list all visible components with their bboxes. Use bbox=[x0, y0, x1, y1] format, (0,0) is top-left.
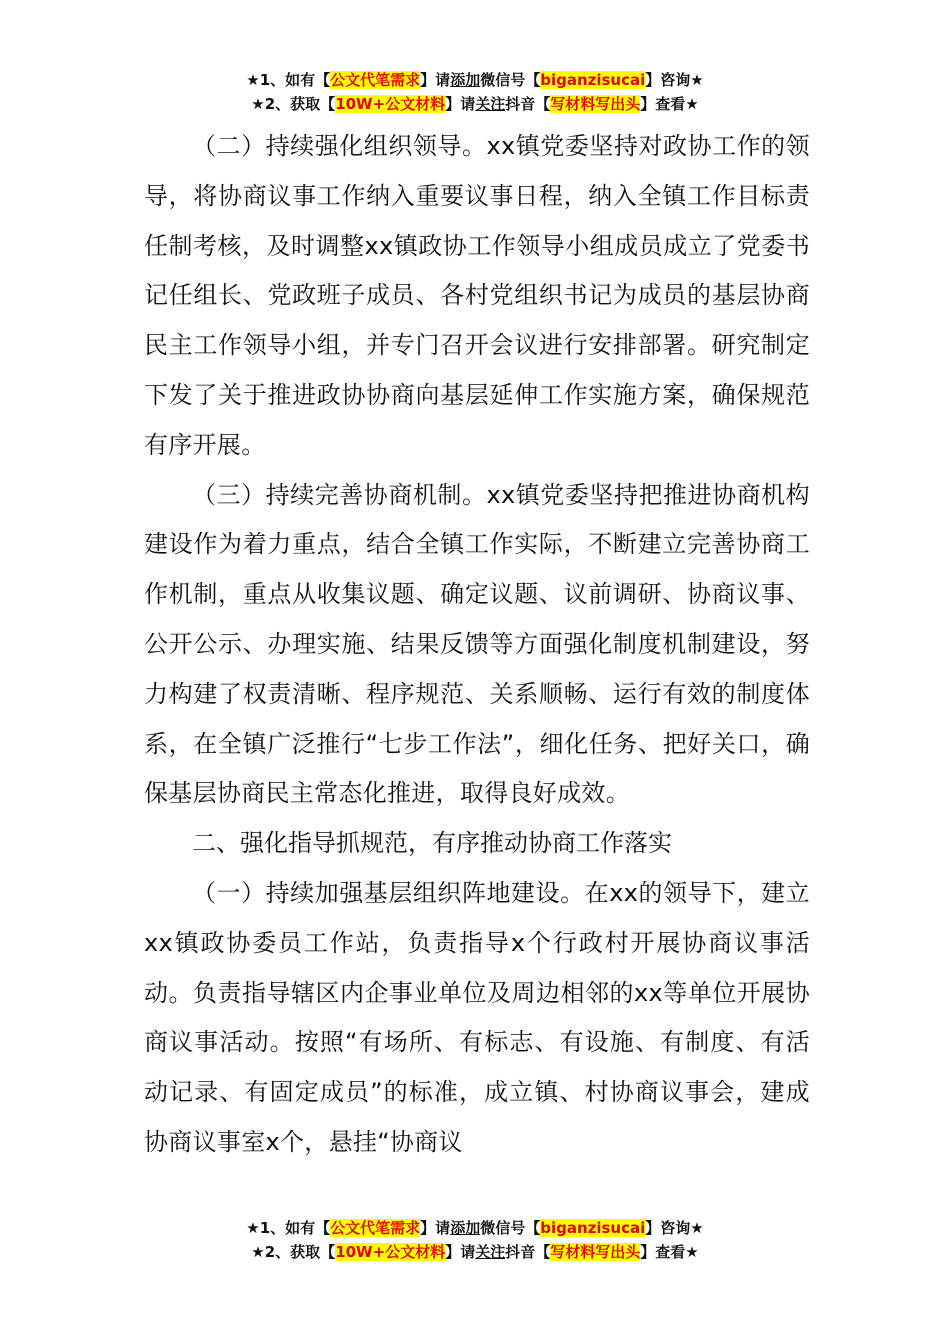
banner-line-1: ★1、如有【公文代笔需求】请添加微信号【biganzisucai】咨询★ bbox=[246, 1219, 704, 1237]
highlight-wechat-id: biganzisucai bbox=[540, 1219, 646, 1237]
highlight-douyin: 写材料写出头 bbox=[550, 95, 641, 113]
highlight-wechat-id: biganzisucai bbox=[540, 71, 646, 89]
banner-line-1: ★1、如有【公文代笔需求】请添加微信号【biganzisucai】咨询★ bbox=[246, 71, 704, 89]
banner-line-2: ★2、获取【10W+公文材料】请关注抖音【写材料写出头】查看★ bbox=[251, 1243, 699, 1261]
highlight-service: 公文代笔需求 bbox=[330, 71, 421, 89]
highlight-douyin: 写材料写出头 bbox=[550, 1243, 641, 1261]
paragraph-3-mechanism: （三）持续完善协商机制。xx镇党委坚持把推进协商机构建设作为着力重点，结合全镇工作实际，不断建立完善协商工作机制，重点从收集议题、确定议题、议前调研、协商议事、公开公示、办理实施、结果反馈等方面强化制度机制建设，努力构建了权责清晰、程序规范、关系顺畅、运行有效的制度体系，在全镇广泛推行“七步工作法”，细化任务、把好关口，确保基层协商民主常态化推进，取得良好成效。 bbox=[144, 480, 810, 808]
footer-banner bbox=[0, 1216, 950, 1264]
paragraph-2-organization: （二）持续强化组织领导。xx镇党委坚持对政协工作的领导，将协商议事工作纳入重要议事日程，纳入全镇工作目标责任制考核，及时调整xx镇政协工作领导小组成员成立了党委书记任组长、党政班子成员、各村党组织书记为成员的基层协商民主工作领导小组，并专门召开会议进行安排部署。研究制定下发了关于推进政协协商向基层延伸工作实施方案，确保规范有序开展。 bbox=[144, 132, 810, 459]
document-body bbox=[144, 122, 810, 1168]
banner-line-2: ★2、获取【10W+公文材料】请关注抖音【写材料写出头】查看★ bbox=[251, 95, 699, 113]
paragraph-1-grassroots: （一）持续加强基层组织阵地建设。在xx的领导下，建立xx镇政协委员工作站，负责指导x个行政村开展协商议事活动。负责指导辖区内企事业单位及周边相邻的xx等单位开展协商议事活动。按照“有场所、有标志、有设施、有制度、有活动记录、有固定成员”的标准，成立镇、村协商议事会，建成协商议事室x个，悬挂“协商议 bbox=[144, 878, 810, 1156]
highlight-materials: 10W+公文材料 bbox=[335, 1243, 446, 1261]
highlight-service: 公文代笔需求 bbox=[330, 1219, 421, 1237]
highlight-materials: 10W+公文材料 bbox=[335, 95, 446, 113]
section-heading: 二、强化指导抓规范，有序推动协商工作落实 bbox=[192, 829, 672, 858]
header-banner bbox=[0, 68, 950, 116]
